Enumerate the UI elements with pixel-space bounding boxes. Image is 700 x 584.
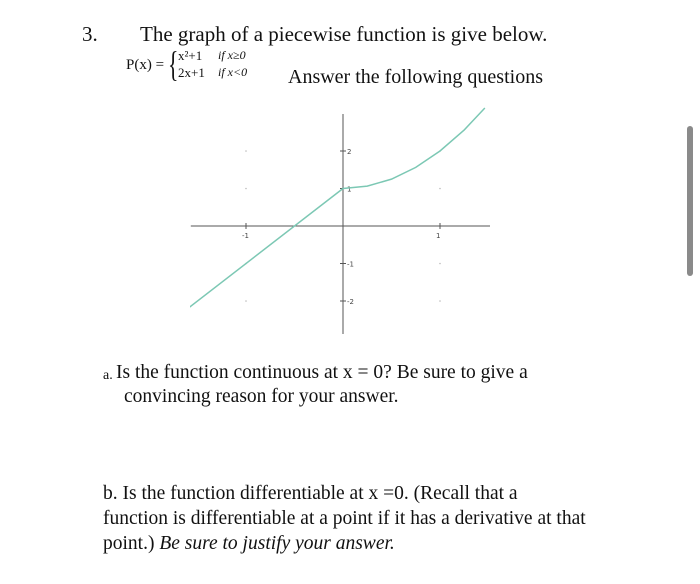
grid-dot — [439, 188, 441, 190]
piece1-expression: x²+1 — [178, 48, 203, 63]
grid-dot — [245, 150, 247, 152]
part-b-line2: function is differentiable at a point if it has a derivative at that — [103, 508, 586, 529]
part-b-line3 — [103, 533, 395, 555]
part-a-line2: convincing reason for your answer. — [124, 386, 399, 407]
grid-dot — [245, 188, 247, 190]
part-a-line1: Is the function continuous at x = 0? Be sure to give a — [116, 362, 528, 383]
piecewise-brace: { — [168, 44, 179, 84]
series-line-1 — [343, 108, 485, 189]
grid-dot — [439, 300, 441, 302]
y-tick-label: -1 — [347, 260, 354, 269]
series-group — [190, 108, 485, 309]
piecewise-graph — [190, 100, 490, 340]
part-b-line1: b. Is the function differentiable at x =0. (Recall that a — [103, 483, 518, 504]
part-b-line3-italic: Be sure to justify your answer. — [159, 533, 395, 554]
x-tick-label: -1 — [242, 232, 249, 240]
part-b-line3-plain: point.) — [103, 533, 160, 554]
series-line-0 — [190, 189, 343, 309]
piece1-condition: if x≥0 — [218, 48, 246, 62]
y-tick-label: -2 — [347, 298, 354, 306]
part-a-letter: a. — [103, 368, 113, 383]
function-name: P(x) = — [126, 57, 165, 73]
question-number: 3. — [82, 22, 98, 46]
scrollbar[interactable] — [687, 126, 693, 276]
y-tick-label: 2 — [347, 148, 352, 156]
piece2-expression: 2x+1 — [178, 65, 205, 80]
grid-dot — [245, 300, 247, 302]
instruction-text: Answer the following questions — [288, 66, 543, 88]
grid-dot — [439, 263, 441, 265]
question-intro: The graph of a piecewise function is give below. — [140, 22, 548, 46]
y-tick-label: 1 — [347, 185, 352, 194]
piece2-condition: if x<0 — [218, 65, 248, 79]
x-tick-label: 1 — [436, 232, 441, 240]
axis-ticks — [242, 148, 440, 306]
